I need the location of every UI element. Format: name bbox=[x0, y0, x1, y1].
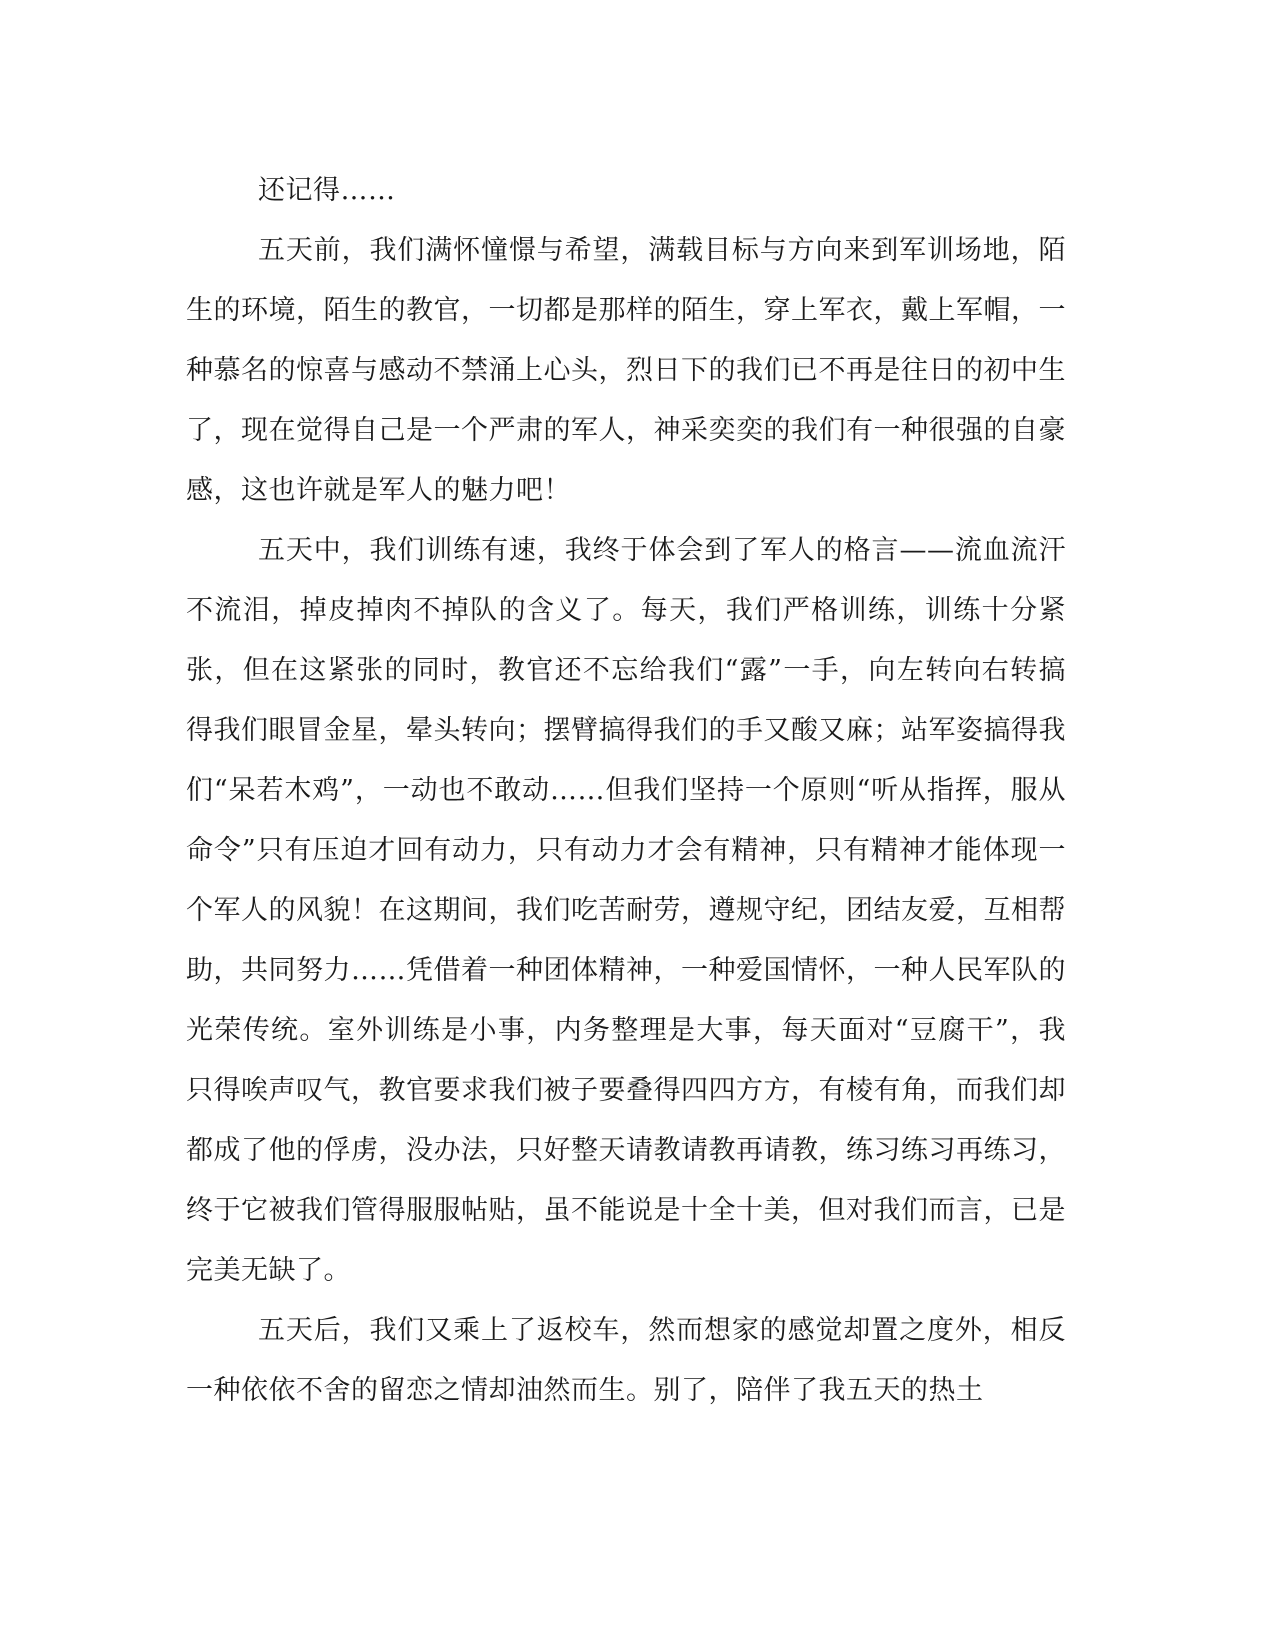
paragraph-five-days-during: 五天中，我们训练有速，我终于体会到了军人的格言——流血流汗不流泪，掉皮掉肉不掉队的含义了。每天，我们严格训练，训练十分紧张，但在这紧张的同时，教官还不忘给我们“露”一手，向左转向右转搞得我们眼冒金星，晕头转向；摆臂搞得我们的手又酸又麻；站军姿搞得我们“呆若木鸡”，一动也不敢动……但我们坚持一个原则“听从指挥，服从命令”只有压迫才回有动力，只有动力才会有精神，只有精神才能体现一个军人的风貌！在这期间，我们吃苦耐劳，遵规守纪，团结友爱，互相帮助，共同努力……凭借着一种团体精神，一种爱国情怀，一种人民军队的光荣传统。室外训练是小事，内务整理是大事，每天面对“豆腐干”，我只得唉声叹气，教官要求我们被子要叠得四四方方，有棱有角，而我们却都成了他的俘虏，没办法，只好整天请教请教再请教，练习练习再练习，终于它被我们管得服服帖贴，虽不能说是十全十美，但对我们而言，已是完美无缺了。 bbox=[186, 535, 1066, 1286]
document-body bbox=[186, 161, 1066, 1421]
paragraph-five-days-after: 五天后，我们又乘上了返校车，然而想家的感觉却置之度外，相反一种依依不舍的留恋之情却油然而生。别了，陪伴了我五天的热土 bbox=[186, 1315, 1066, 1406]
paragraph-five-days-before: 五天前，我们满怀憧憬与希望，满载目标与方向来到军训场地，陌生的环境，陌生的教官，一切都是那样的陌生，穿上军衣，戴上军帽，一种慕名的惊喜与感动不禁涌上心头，烈日下的我们已不再是往日的初中生了，现在觉得自己是一个严肃的军人，神采奕奕的我们有一种很强的自豪感，这也许就是军人的魅力吧！ bbox=[186, 235, 1066, 506]
paragraph-intro: 还记得…… bbox=[258, 175, 396, 206]
